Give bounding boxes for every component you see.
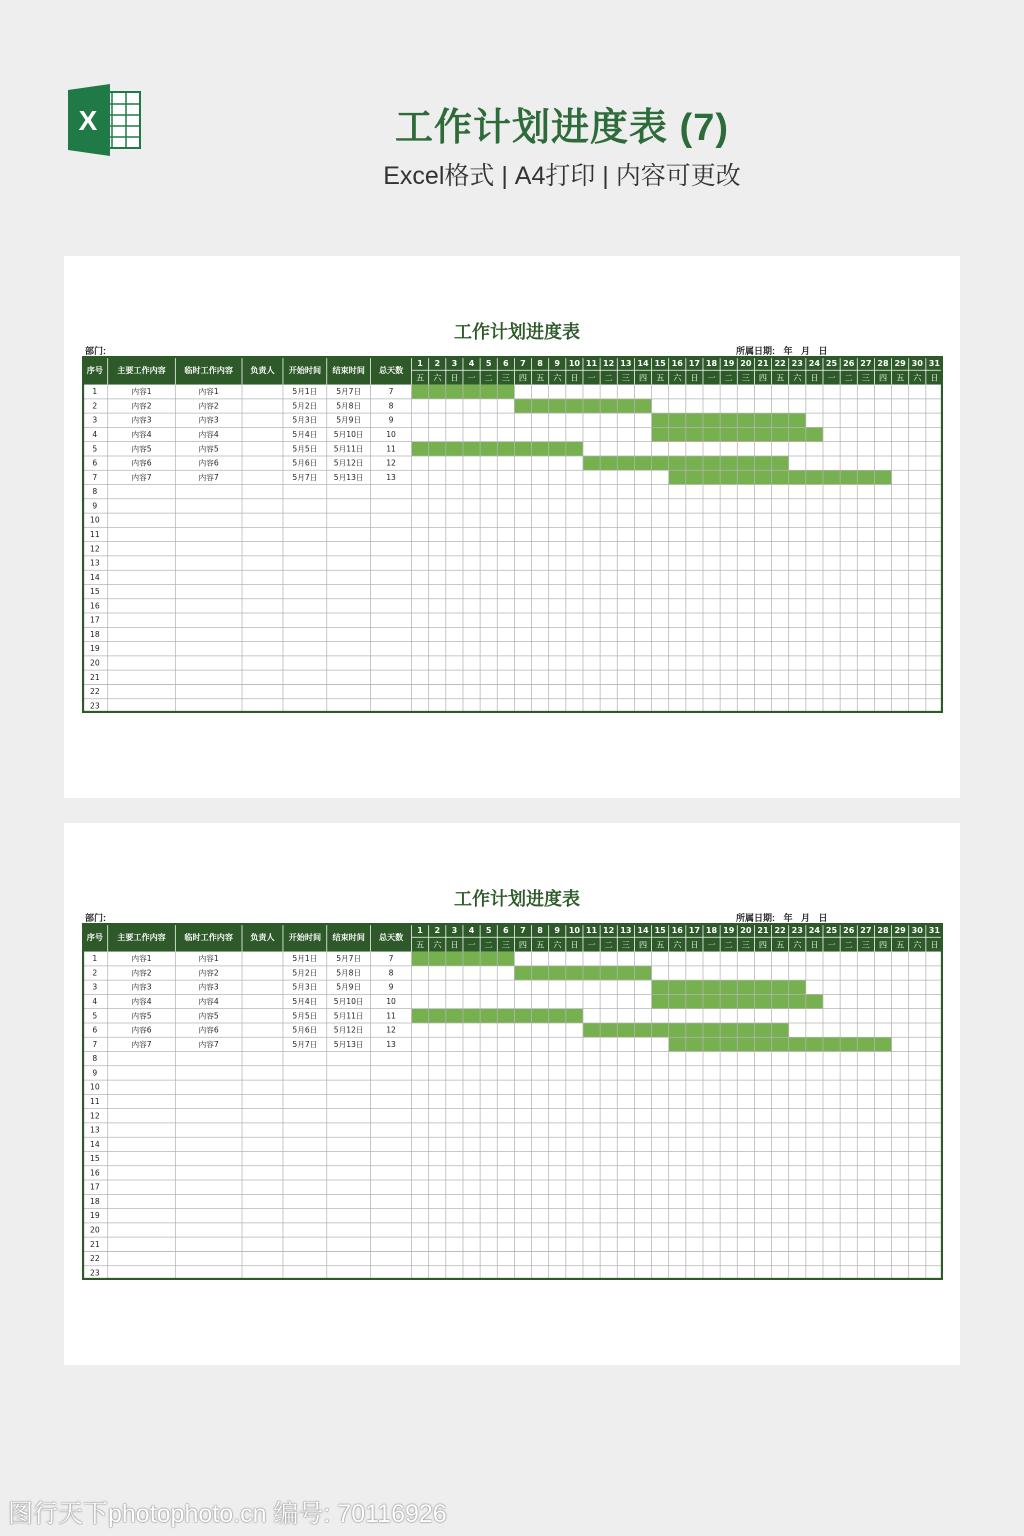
day-number: 23 [791,358,803,369]
weekday-label: 六 [553,372,562,383]
weekday-label: 日 [450,939,459,950]
weekday-label: 五 [896,372,905,383]
table-cell: 1 [92,954,98,964]
day-number: 6 [503,925,509,936]
table-cell: 5月4日 [292,430,318,440]
weekday-label: 三 [741,939,750,950]
table-cell: 内容1 [198,954,219,964]
sheet-title: 工作计划进度表 [454,322,580,342]
weekday-label: 四 [638,372,648,383]
weekday-label: 四 [878,372,888,383]
table-cell: 15 [90,1154,100,1164]
table-cell: 10 [386,430,396,440]
table-cell: 内容4 [131,430,152,440]
weekday-label: 三 [861,372,870,383]
table-cell: 16 [90,1168,100,1178]
day-number: 15 [654,925,666,936]
table-cell: 22 [90,1254,100,1264]
table-cell: 12 [386,458,396,468]
table-cell: 9 [388,982,394,992]
day-number: 7 [520,925,526,936]
table-cell: 内容7 [131,1039,152,1049]
table-cell: 19 [90,1211,100,1221]
weekday-label: 五 [536,939,545,950]
day-number: 29 [894,925,906,936]
gantt-bar [652,980,806,994]
table-cell: 14 [90,1139,100,1149]
day-number: 19 [723,925,735,936]
day-number: 20 [740,358,752,369]
day-number: 1 [417,925,423,936]
day-number: 7 [520,358,526,369]
table-cell: 20 [90,658,100,668]
day-number: 22 [774,358,786,369]
dept-label: 部门: [85,346,106,356]
table-cell: 内容2 [198,401,219,411]
gantt-bar [669,1037,892,1051]
table-cell: 内容6 [131,458,152,468]
table-cell: 9 [388,415,394,425]
table-cell: 16 [90,601,100,611]
weekday-label: 二 [604,372,613,383]
weekday-label: 五 [536,372,545,383]
weekday-label: 三 [621,939,630,950]
day-number: 22 [774,925,786,936]
table-cell: 5月9日 [336,982,362,992]
weekday-label: 六 [913,372,922,383]
day-number: 9 [554,358,561,369]
day-number: 26 [843,925,855,936]
table-cell: 9 [92,1068,98,1078]
day-number: 11 [585,925,598,936]
weekday-label: 二 [484,939,493,950]
weekday-label: 二 [844,939,853,950]
day-number: 10 [568,925,581,936]
day-number: 20 [740,925,752,936]
column-header: 负责人 [250,931,275,942]
table-cell: 4 [92,997,98,1007]
day-number: 3 [451,358,458,369]
day-number: 24 [808,925,821,936]
page-subtitle: Excel格式 | A4打印 | 内容可更改 [383,162,741,190]
day-number: 29 [894,358,906,369]
weekday-label: 五 [416,939,425,950]
column-header: 开始时间 [288,364,322,375]
table-cell: 内容7 [198,472,219,482]
gantt-bar [652,413,806,427]
weekday-label: 二 [844,372,853,383]
column-header: 主要工作内容 [117,364,166,375]
table-cell: 5月12日 [333,1025,364,1035]
table-cell: 17 [90,1182,100,1192]
table-cell: 6 [92,1025,98,1035]
column-header: 结束时间 [332,364,365,375]
day-number: 18 [705,925,718,936]
day-number: 13 [620,925,632,936]
weekday-label: 五 [896,939,905,950]
table-cell: 内容5 [198,444,219,454]
weekday-label: 一 [707,939,716,950]
table-cell: 21 [90,672,100,682]
table-cell: 内容1 [131,954,152,964]
table-cell: 内容5 [198,1011,219,1021]
column-header: 序号 [86,931,103,942]
table-cell: 11 [90,529,100,539]
weekday-label: 二 [484,372,493,383]
weekday-label: 四 [758,939,768,950]
weekday-label: 六 [553,939,562,950]
table-cell: 内容3 [131,982,152,992]
weekday-label: 三 [501,372,510,383]
table-cell: 12 [90,1111,100,1121]
day-number: 13 [620,358,632,369]
weekday-label: 日 [570,372,579,383]
weekday-label: 三 [741,372,750,383]
column-header: 开始时间 [288,931,322,942]
column-header: 序号 [86,364,103,375]
weekday-label: 四 [758,372,768,383]
weekday-label: 二 [724,939,733,950]
gantt-table [82,923,943,1299]
weekday-label: 五 [656,939,665,950]
day-number: 21 [757,925,769,936]
weekday-label: 六 [673,939,682,950]
weekday-label: 五 [776,372,785,383]
weekday-label: 一 [467,939,476,950]
table-cell: 22 [90,687,100,697]
weekday-label: 日 [810,372,819,383]
column-header: 主要工作内容 [117,931,166,942]
weekday-label: 日 [450,372,459,383]
table-cell: 8 [388,968,394,978]
weekday-label: 日 [690,939,699,950]
weekday-label: 六 [433,939,442,950]
gantt-svg [82,356,943,713]
table-cell: 5 [92,1011,98,1021]
weekday-label: 六 [433,372,442,383]
table-cell: 内容5 [131,444,152,454]
day-number: 11 [585,358,598,369]
table-cell: 内容2 [198,968,219,978]
table-cell: 5月6日 [292,458,318,468]
weekday-label: 六 [673,372,682,383]
table-cell: 18 [90,1196,100,1206]
table-cell: 3 [92,982,98,992]
watermark: 图行天下photophoto.cn 编号: 70116926 [8,1500,447,1528]
weekday-label: 六 [913,939,922,950]
table-cell: 内容4 [198,430,219,440]
day-number: 6 [503,358,509,369]
day-number: 25 [825,358,838,369]
sheet-preview-1 [64,256,960,798]
weekday-label: 五 [416,372,425,383]
weekday-label: 五 [656,372,665,383]
table-cell: 5月12日 [333,458,364,468]
day-number: 12 [603,358,615,369]
table-cell: 内容6 [131,1025,152,1035]
weekday-label: 四 [518,372,528,383]
day-number: 5 [485,358,492,369]
table-cell: 5月1日 [292,387,318,397]
table-cell: 5月7日 [292,472,318,482]
table-cell: 1 [92,387,98,397]
column-header: 总天数 [378,931,404,942]
weekday-label: 三 [621,372,630,383]
table-cell: 内容2 [131,401,152,411]
day-number: 30 [911,358,923,369]
day-number: 9 [554,925,561,936]
weekday-label: 一 [467,372,476,383]
weekday-label: 一 [707,372,716,383]
sheet-preview-2 [64,823,960,1365]
column-header: 结束时间 [332,931,365,942]
table-cell: 内容2 [131,968,152,978]
table-cell: 内容7 [131,472,152,482]
weekday-label: 日 [930,372,939,383]
weekday-label: 三 [501,939,510,950]
table-cell: 内容5 [131,1011,152,1021]
table-cell: 5月7日 [336,954,362,964]
table-cell: 23 [90,701,100,711]
weekday-label: 六 [793,372,802,383]
table-cell: 5月3日 [292,982,318,992]
table-cell: 9 [92,501,98,511]
table-cell: 5月8日 [336,401,362,411]
weekday-label: 日 [810,939,819,950]
weekday-label: 四 [518,939,528,950]
sheet-title: 工作计划进度表 [454,889,580,909]
table-cell: 4 [92,430,98,440]
weekday-label: 二 [604,939,613,950]
column-header: 负责人 [250,364,275,375]
day-number: 23 [791,925,803,936]
day-number: 28 [877,358,889,369]
day-number: 2 [434,358,441,369]
table-cell: 23 [90,1268,100,1278]
table-cell: 5月2日 [292,968,318,978]
table-cell: 11 [90,1096,100,1106]
day-number: 15 [654,358,666,369]
table-cell: 7 [388,954,394,964]
table-cell: 5月8日 [336,968,362,978]
table-cell: 8 [92,487,98,497]
gantt-table [82,356,943,732]
table-cell: 11 [386,444,396,454]
table-cell: 18 [90,629,100,639]
date-label: 所属日期: 年 月 日 [736,913,828,923]
gantt-bar [669,470,892,484]
table-cell: 11 [386,1011,396,1021]
table-cell: 内容6 [198,1025,219,1035]
table-cell: 内容3 [198,982,219,992]
date-label: 所属日期: 年 月 日 [736,346,828,356]
day-number: 31 [928,358,941,369]
table-cell: 5月10日 [333,430,364,440]
day-number: 27 [860,925,872,936]
table-cell: 3 [92,415,98,425]
table-cell: 5月1日 [292,954,318,964]
day-number: 24 [808,358,821,369]
table-cell: 5月4日 [292,997,318,1007]
weekday-label: 日 [570,939,579,950]
table-cell: 内容1 [198,387,219,397]
table-cell: 5 [92,444,98,454]
day-number: 10 [568,358,581,369]
column-header: 总天数 [378,364,404,375]
weekday-label: 三 [861,939,870,950]
table-cell: 5月10日 [333,997,364,1007]
day-number: 30 [911,925,923,936]
table-cell: 13 [386,472,396,482]
table-cell: 10 [90,515,100,525]
day-number: 17 [688,925,701,936]
day-number: 19 [723,358,735,369]
weekday-label: 一 [587,939,596,950]
weekday-label: 二 [724,372,733,383]
page-title: 工作计划进度表 (7) [394,107,729,149]
weekday-label: 六 [793,939,802,950]
table-cell: 5月13日 [333,1039,364,1049]
table-cell: 5月2日 [292,401,318,411]
day-number: 27 [860,358,872,369]
table-cell: 13 [90,558,100,568]
day-number: 17 [688,358,701,369]
weekday-label: 日 [930,939,939,950]
table-cell: 13 [386,1039,396,1049]
table-cell: 5月3日 [292,415,318,425]
table-cell: 5月6日 [292,1025,318,1035]
table-cell: 10 [90,1082,100,1092]
table-cell: 17 [90,615,100,625]
table-cell: 10 [386,997,396,1007]
day-number: 8 [537,358,543,369]
table-cell: 13 [90,1125,100,1135]
day-number: 21 [757,358,769,369]
day-number: 18 [705,358,718,369]
table-cell: 7 [92,472,98,482]
day-number: 12 [603,925,615,936]
weekday-label: 五 [776,939,785,950]
table-cell: 5月11日 [333,444,364,454]
table-cell: 14 [90,572,100,582]
weekday-label: 日 [690,372,699,383]
day-number: 5 [485,925,492,936]
table-cell: 内容6 [198,458,219,468]
day-number: 16 [671,925,683,936]
day-number: 8 [537,925,543,936]
day-number: 31 [928,925,941,936]
day-number: 28 [877,925,889,936]
day-number: 26 [843,358,855,369]
dept-label: 部门: [85,913,106,923]
column-header: 临时工作内容 [184,931,233,942]
table-cell: 5月5日 [292,444,318,454]
table-cell: 19 [90,644,100,654]
table-cell: 8 [92,1054,98,1064]
table-cell: 12 [386,1025,396,1035]
table-cell: 7 [92,1039,98,1049]
day-number: 16 [671,358,683,369]
table-cell: 内容3 [198,415,219,425]
table-cell: 7 [388,387,394,397]
weekday-label: 一 [587,372,596,383]
table-cell: 内容1 [131,387,152,397]
day-number: 14 [637,358,649,369]
table-cell: 5月9日 [336,415,362,425]
table-cell: 15 [90,587,100,597]
weekday-label: 四 [878,939,888,950]
table-cell: 12 [90,544,100,554]
table-cell: 5月7日 [292,1039,318,1049]
table-cell: 内容3 [131,415,152,425]
weekday-label: 一 [827,372,836,383]
table-cell: 5月11日 [333,1011,364,1021]
svg-text:X: X [78,105,98,136]
day-number: 3 [451,925,458,936]
day-number: 14 [637,925,649,936]
day-number: 1 [417,358,423,369]
table-cell: 内容4 [198,997,219,1007]
table-cell: 5月5日 [292,1011,318,1021]
day-number: 4 [468,925,475,936]
table-cell: 5月7日 [336,387,362,397]
table-cell: 20 [90,1225,100,1235]
table-cell: 内容4 [131,997,152,1007]
table-cell: 8 [388,401,394,411]
weekday-label: 一 [827,939,836,950]
table-cell: 2 [92,401,98,411]
column-header: 临时工作内容 [184,364,233,375]
table-cell: 内容7 [198,1039,219,1049]
table-cell: 6 [92,458,98,468]
table-cell: 2 [92,968,98,978]
table-cell: 21 [90,1239,100,1249]
day-number: 2 [434,925,441,936]
weekday-label: 四 [638,939,648,950]
day-number: 4 [468,358,475,369]
day-number: 25 [825,925,838,936]
gantt-svg [82,923,943,1280]
table-cell: 5月13日 [333,472,364,482]
